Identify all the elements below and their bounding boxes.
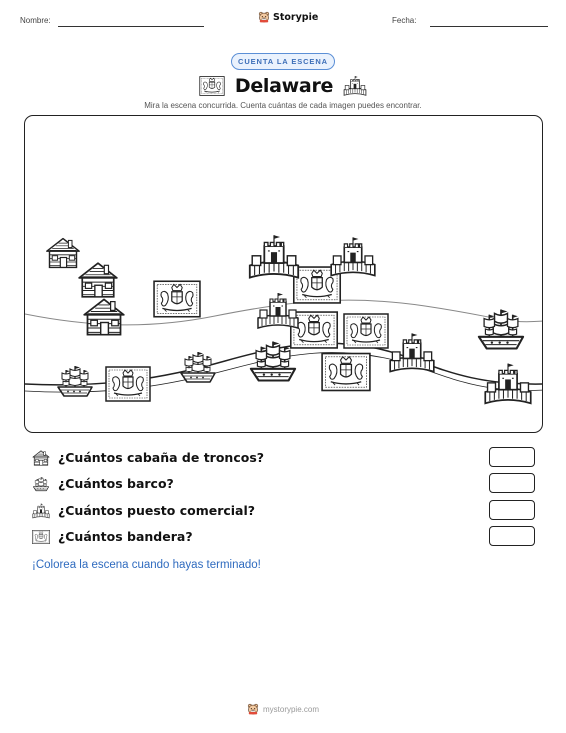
- question-row-ship: [32, 473, 537, 495]
- name-field-line[interactable]: [58, 26, 204, 27]
- trading-post-icon: [343, 75, 367, 97]
- question-row-flag: [32, 526, 537, 548]
- flag-icon: [105, 366, 151, 402]
- storypie-bear-icon: [247, 703, 259, 715]
- coloring-prompt: ¡Colorea la escena cuando hayas terminado!: [32, 559, 261, 571]
- instructions: Mira la escena concurrida. Cuenta cuántas de cada imagen puedes encontrar.: [144, 101, 422, 110]
- trading-post-icon: [256, 292, 300, 330]
- answer-box-cabin[interactable]: [489, 447, 535, 467]
- page-title: Delaware: [234, 75, 334, 97]
- answer-box-trading-post[interactable]: [489, 500, 535, 520]
- ship-icon: [475, 302, 527, 356]
- ship-icon: [178, 346, 218, 388]
- trading-post-icon: [247, 234, 301, 280]
- brand-logo: [258, 10, 318, 24]
- footer: [0, 703, 566, 715]
- trading-post-icon: [388, 332, 436, 374]
- counting-scene: [24, 115, 543, 433]
- footer-url[interactable]: mystorypie.com: [262, 704, 319, 714]
- brand-name: Storypie: [273, 11, 319, 23]
- trading-post-icon: [329, 236, 377, 278]
- activity-badge: CUENTA LA ESCENA: [231, 53, 335, 70]
- answer-box-flag[interactable]: [489, 526, 535, 546]
- name-label: Nombre:: [20, 16, 51, 25]
- date-label: Fecha:: [392, 16, 417, 25]
- question-row-cabin: [32, 447, 537, 469]
- question-text: ¿Cuántos cabaña de troncos?: [58, 450, 265, 465]
- log-cabin-icon: [32, 449, 50, 467]
- ship-icon: [32, 475, 50, 493]
- flag-icon: [153, 280, 201, 318]
- flag-icon: [32, 528, 50, 546]
- trading-post-icon: [483, 362, 533, 406]
- question-row-trading-post: [32, 500, 537, 522]
- trading-post-icon: [32, 502, 50, 520]
- question-text: ¿Cuántos barco?: [58, 476, 174, 491]
- date-field-line[interactable]: [430, 26, 548, 27]
- storypie-bear-icon: [258, 11, 270, 23]
- log-cabin-icon: [77, 261, 119, 299]
- flag-icon: [321, 352, 371, 392]
- flag-icon: [199, 76, 225, 96]
- question-text: ¿Cuántos bandera?: [58, 529, 193, 544]
- flag-icon: [343, 313, 389, 349]
- answer-box-ship[interactable]: [489, 473, 535, 493]
- ship-icon: [55, 359, 95, 403]
- ship-icon: [247, 334, 299, 388]
- title-row: [0, 73, 566, 99]
- question-text: ¿Cuántos puesto comercial?: [58, 503, 256, 518]
- log-cabin-icon: [82, 297, 126, 337]
- log-cabin-icon: [45, 236, 81, 270]
